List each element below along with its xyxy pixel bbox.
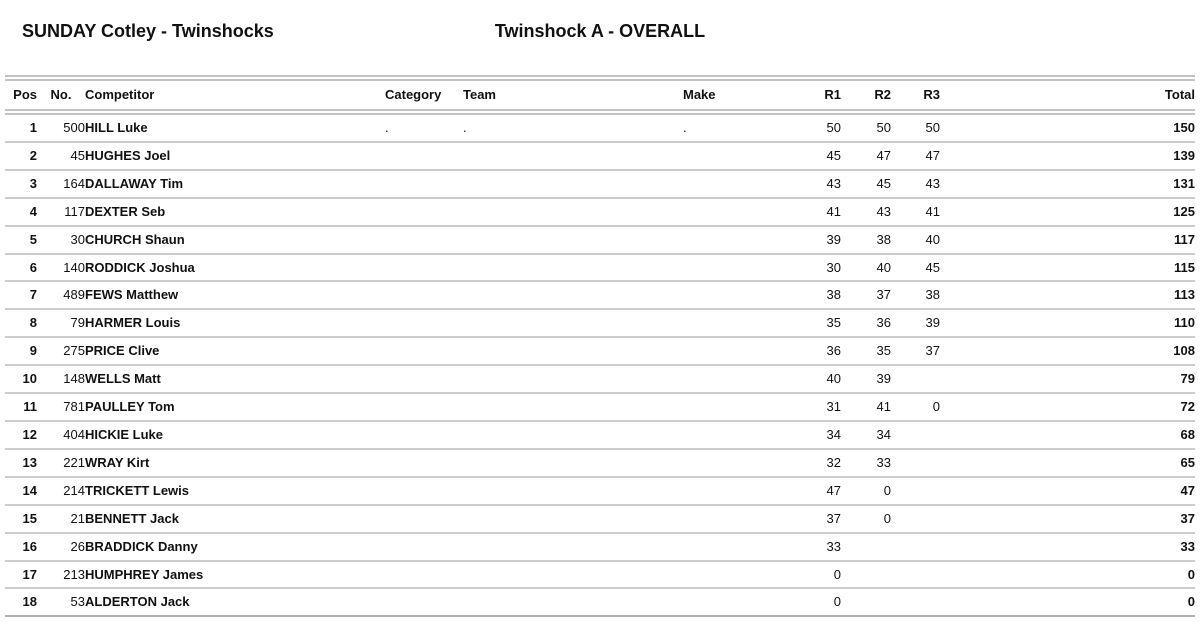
cell-pos: 12 xyxy=(5,422,37,450)
cell-r1: 34 xyxy=(749,422,841,450)
cell-r3: 40 xyxy=(891,227,940,255)
cell-r1: 50 xyxy=(749,115,841,143)
cell-r1: 0 xyxy=(749,589,841,617)
cell-make xyxy=(683,394,749,422)
table-row xyxy=(5,562,1195,590)
column-header-no: No. xyxy=(37,75,85,115)
cell-competitor: PAULLEY Tom xyxy=(85,394,385,422)
cell-category xyxy=(385,478,463,506)
cell-pos: 13 xyxy=(5,450,37,478)
column-header-make: Make xyxy=(683,75,749,115)
cell-category: . xyxy=(385,115,463,143)
cell-r2: 0 xyxy=(841,478,891,506)
cell-category xyxy=(385,394,463,422)
cell-total: 113 xyxy=(940,282,1195,310)
table-header xyxy=(5,75,1195,115)
cell-total: 47 xyxy=(940,478,1195,506)
cell-r2: 37 xyxy=(841,282,891,310)
cell-category xyxy=(385,282,463,310)
cell-no: 148 xyxy=(37,366,85,394)
cell-r2: 50 xyxy=(841,115,891,143)
cell-r2: 47 xyxy=(841,143,891,171)
cell-r2: 36 xyxy=(841,310,891,338)
cell-total: 150 xyxy=(940,115,1195,143)
cell-competitor: WELLS Matt xyxy=(85,366,385,394)
cell-competitor: WRAY Kirt xyxy=(85,450,385,478)
cell-no: 213 xyxy=(37,562,85,590)
cell-team xyxy=(463,338,683,366)
cell-total: 125 xyxy=(940,199,1195,227)
cell-make xyxy=(683,338,749,366)
cell-r1: 40 xyxy=(749,366,841,394)
table-row xyxy=(5,422,1195,450)
cell-r3: 0 xyxy=(891,394,940,422)
cell-make xyxy=(683,478,749,506)
cell-pos: 3 xyxy=(5,171,37,199)
table-row xyxy=(5,171,1195,199)
cell-team: . xyxy=(463,115,683,143)
table-row xyxy=(5,478,1195,506)
table-row xyxy=(5,227,1195,255)
cell-r1: 37 xyxy=(749,506,841,534)
cell-category xyxy=(385,143,463,171)
cell-competitor: DEXTER Seb xyxy=(85,199,385,227)
cell-category xyxy=(385,366,463,394)
cell-pos: 17 xyxy=(5,562,37,590)
cell-no: 21 xyxy=(37,506,85,534)
cell-r1: 33 xyxy=(749,534,841,562)
cell-r1: 36 xyxy=(749,338,841,366)
cell-r3: 47 xyxy=(891,143,940,171)
cell-r1: 47 xyxy=(749,478,841,506)
cell-pos: 4 xyxy=(5,199,37,227)
cell-no: 275 xyxy=(37,338,85,366)
cell-competitor: BRADDICK Danny xyxy=(85,534,385,562)
cell-no: 79 xyxy=(37,310,85,338)
cell-make xyxy=(683,506,749,534)
cell-team xyxy=(463,534,683,562)
cell-r1: 38 xyxy=(749,282,841,310)
cell-r2: 38 xyxy=(841,227,891,255)
cell-total: 117 xyxy=(940,227,1195,255)
cell-team xyxy=(463,366,683,394)
cell-make xyxy=(683,199,749,227)
cell-r3: 39 xyxy=(891,310,940,338)
cell-r1: 32 xyxy=(749,450,841,478)
event-title: SUNDAY Cotley - Twinshocks xyxy=(22,21,274,41)
cell-category xyxy=(385,534,463,562)
cell-total: 0 xyxy=(940,589,1195,617)
cell-team xyxy=(463,562,683,590)
cell-team xyxy=(463,506,683,534)
cell-competitor: HICKIE Luke xyxy=(85,422,385,450)
cell-no: 30 xyxy=(37,227,85,255)
cell-no: 53 xyxy=(37,589,85,617)
table-row xyxy=(5,282,1195,310)
cell-make xyxy=(683,227,749,255)
cell-category xyxy=(385,199,463,227)
table-row xyxy=(5,143,1195,171)
cell-r1: 35 xyxy=(749,310,841,338)
cell-make xyxy=(683,282,749,310)
cell-category xyxy=(385,310,463,338)
cell-no: 164 xyxy=(37,171,85,199)
table-row xyxy=(5,506,1195,534)
cell-r1: 0 xyxy=(749,562,841,590)
cell-r2: 0 xyxy=(841,506,891,534)
cell-make xyxy=(683,589,749,617)
cell-no: 214 xyxy=(37,478,85,506)
cell-pos: 7 xyxy=(5,282,37,310)
cell-pos: 1 xyxy=(5,115,37,143)
cell-make xyxy=(683,562,749,590)
cell-pos: 15 xyxy=(5,506,37,534)
cell-r1: 30 xyxy=(749,255,841,283)
cell-team xyxy=(463,171,683,199)
cell-no: 489 xyxy=(37,282,85,310)
cell-pos: 9 xyxy=(5,338,37,366)
cell-team xyxy=(463,394,683,422)
cell-category xyxy=(385,338,463,366)
cell-category xyxy=(385,255,463,283)
cell-no: 500 xyxy=(37,115,85,143)
cell-competitor: FEWS Matthew xyxy=(85,282,385,310)
header-row xyxy=(5,75,1195,115)
table-row xyxy=(5,450,1195,478)
cell-no: 26 xyxy=(37,534,85,562)
table-row xyxy=(5,338,1195,366)
cell-competitor: HARMER Louis xyxy=(85,310,385,338)
title-bar xyxy=(0,18,1200,44)
cell-r2 xyxy=(841,562,891,590)
cell-r3 xyxy=(891,478,940,506)
cell-r1: 45 xyxy=(749,143,841,171)
cell-category xyxy=(385,589,463,617)
cell-r2: 33 xyxy=(841,450,891,478)
cell-category xyxy=(385,227,463,255)
cell-total: 33 xyxy=(940,534,1195,562)
column-header-r1: R1 xyxy=(749,75,841,115)
cell-competitor: HUMPHREY James xyxy=(85,562,385,590)
cell-r3: 45 xyxy=(891,255,940,283)
cell-category xyxy=(385,450,463,478)
cell-r2: 35 xyxy=(841,338,891,366)
table-row xyxy=(5,394,1195,422)
cell-r3 xyxy=(891,534,940,562)
cell-pos: 2 xyxy=(5,143,37,171)
cell-r3 xyxy=(891,562,940,590)
cell-total: 115 xyxy=(940,255,1195,283)
cell-make xyxy=(683,310,749,338)
cell-pos: 5 xyxy=(5,227,37,255)
cell-total: 131 xyxy=(940,171,1195,199)
cell-r1: 43 xyxy=(749,171,841,199)
cell-r2: 40 xyxy=(841,255,891,283)
cell-no: 45 xyxy=(37,143,85,171)
cell-total: 68 xyxy=(940,422,1195,450)
cell-total: 0 xyxy=(940,562,1195,590)
cell-no: 781 xyxy=(37,394,85,422)
cell-make xyxy=(683,450,749,478)
cell-no: 117 xyxy=(37,199,85,227)
cell-team xyxy=(463,589,683,617)
cell-no: 140 xyxy=(37,255,85,283)
cell-r3 xyxy=(891,506,940,534)
cell-competitor: BENNETT Jack xyxy=(85,506,385,534)
cell-r3 xyxy=(891,422,940,450)
cell-r3: 41 xyxy=(891,199,940,227)
cell-r1: 39 xyxy=(749,227,841,255)
cell-competitor: RODDICK Joshua xyxy=(85,255,385,283)
cell-r3 xyxy=(891,589,940,617)
cell-no: 221 xyxy=(37,450,85,478)
cell-competitor: DALLAWAY Tim xyxy=(85,171,385,199)
cell-total: 72 xyxy=(940,394,1195,422)
cell-category xyxy=(385,506,463,534)
cell-team xyxy=(463,199,683,227)
column-header-team: Team xyxy=(463,75,683,115)
cell-r3: 37 xyxy=(891,338,940,366)
cell-pos: 18 xyxy=(5,589,37,617)
column-header-pos: Pos xyxy=(5,75,37,115)
table-row xyxy=(5,310,1195,338)
cell-r1: 41 xyxy=(749,199,841,227)
cell-total: 65 xyxy=(940,450,1195,478)
column-header-r2: R2 xyxy=(841,75,891,115)
results-table xyxy=(5,75,1195,617)
cell-r3: 38 xyxy=(891,282,940,310)
table-row xyxy=(5,199,1195,227)
cell-make: . xyxy=(683,115,749,143)
cell-r2: 34 xyxy=(841,422,891,450)
cell-team xyxy=(463,478,683,506)
table-row xyxy=(5,534,1195,562)
cell-make xyxy=(683,143,749,171)
cell-r2 xyxy=(841,589,891,617)
cell-team xyxy=(463,143,683,171)
cell-category xyxy=(385,422,463,450)
cell-competitor: HILL Luke xyxy=(85,115,385,143)
table-row xyxy=(5,366,1195,394)
cell-r3 xyxy=(891,366,940,394)
cell-make xyxy=(683,366,749,394)
cell-pos: 6 xyxy=(5,255,37,283)
table-row xyxy=(5,115,1195,143)
cell-r3: 43 xyxy=(891,171,940,199)
column-header-total: Total xyxy=(940,75,1195,115)
class-title: Twinshock A - OVERALL xyxy=(494,21,706,41)
cell-r2: 45 xyxy=(841,171,891,199)
cell-team xyxy=(463,282,683,310)
cell-pos: 16 xyxy=(5,534,37,562)
cell-total: 110 xyxy=(940,310,1195,338)
cell-competitor: PRICE Clive xyxy=(85,338,385,366)
cell-team xyxy=(463,255,683,283)
cell-total: 79 xyxy=(940,366,1195,394)
cell-competitor: CHURCH Shaun xyxy=(85,227,385,255)
cell-no: 404 xyxy=(37,422,85,450)
cell-r2: 39 xyxy=(841,366,891,394)
cell-team xyxy=(463,227,683,255)
cell-make xyxy=(683,422,749,450)
column-header-r3: R3 xyxy=(891,75,940,115)
cell-total: 108 xyxy=(940,338,1195,366)
cell-team xyxy=(463,450,683,478)
table-body xyxy=(5,115,1195,617)
cell-r3: 50 xyxy=(891,115,940,143)
cell-category xyxy=(385,171,463,199)
cell-r3 xyxy=(891,450,940,478)
cell-total: 37 xyxy=(940,506,1195,534)
cell-competitor: TRICKETT Lewis xyxy=(85,478,385,506)
cell-pos: 14 xyxy=(5,478,37,506)
cell-make xyxy=(683,534,749,562)
cell-team xyxy=(463,422,683,450)
cell-make xyxy=(683,255,749,283)
cell-r2 xyxy=(841,534,891,562)
cell-r2: 41 xyxy=(841,394,891,422)
cell-r2: 43 xyxy=(841,199,891,227)
cell-pos: 10 xyxy=(5,366,37,394)
cell-make xyxy=(683,171,749,199)
cell-pos: 11 xyxy=(5,394,37,422)
cell-team xyxy=(463,310,683,338)
cell-total: 139 xyxy=(940,143,1195,171)
table-row xyxy=(5,589,1195,617)
cell-r1: 31 xyxy=(749,394,841,422)
cell-pos: 8 xyxy=(5,310,37,338)
cell-competitor: HUGHES Joel xyxy=(85,143,385,171)
cell-competitor: ALDERTON Jack xyxy=(85,589,385,617)
table-row xyxy=(5,255,1195,283)
cell-category xyxy=(385,562,463,590)
column-header-category: Category xyxy=(385,75,463,115)
column-header-competitor: Competitor xyxy=(85,75,385,115)
